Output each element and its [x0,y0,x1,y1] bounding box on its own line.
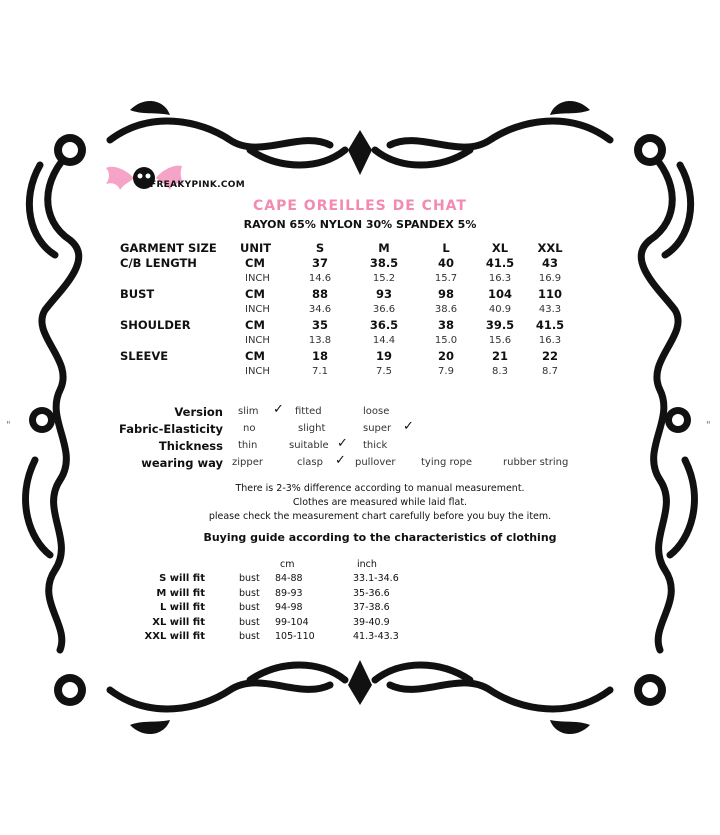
option: thin [238,440,258,451]
guide-label: M will fit [156,588,205,599]
cm-value: 36.5 [369,318,399,332]
option: super [363,423,392,434]
buying-guide-title: Buying guide according to the characteristics of clothing [203,531,557,544]
inch-value: 7.1 [312,366,328,377]
option: zipper [232,457,263,468]
inch-value: 7.5 [376,366,392,377]
cm-value: 37 [311,256,328,270]
inch-value: 14.4 [372,335,396,346]
guide-inch: 35-36.6 [353,588,390,599]
cm-value: 39.5 [485,318,515,332]
cm-value: 38 [437,318,454,332]
guide-part: bust [239,588,260,599]
guide-inch: 33.1-34.6 [353,573,399,584]
fabric-composition: RAYON 65% NYLON 30% SPANDEX 5% [243,218,477,231]
cm-value: 41.5 [535,318,565,332]
cm-value: 18 [311,349,328,363]
inch-value: 8.7 [542,366,558,377]
cm-value: 98 [437,287,454,301]
guide-part: bust [239,617,260,628]
unit-inch: INCH [245,366,270,377]
guide-cm: 94-98 [275,602,303,613]
option: slight [298,423,326,434]
option: fitted [295,406,322,417]
inch-value: 15.6 [488,335,512,346]
guide-label: L will fit [159,602,205,613]
option: tying rope [421,457,472,468]
inch-value: 43.3 [538,304,562,315]
row-label: SLEEVE [120,349,169,363]
cm-value: 19 [375,349,392,363]
unit-inch: INCH [245,273,270,284]
size-header: XXL [537,241,563,255]
size-header: L [442,241,450,255]
inch-value: 38.6 [434,304,458,315]
inch-value: 13.8 [308,335,332,346]
cm-value: 35 [311,318,328,332]
cm-value: 88 [311,287,328,301]
option: clasp [297,457,323,468]
option: pullover [355,457,396,468]
measurement-note: Clothes are measured while laid flat. [292,497,468,508]
check-icon: ✓ [335,453,346,468]
cm-value: 40 [437,256,454,270]
option: no [243,423,256,434]
row-label: BUST [120,287,155,301]
option: suitable [289,440,329,451]
measurement-note: There is 2-3% difference according to manual measurement. [235,483,525,494]
unit-inch: INCH [245,335,270,346]
guide-cm: 89-93 [275,588,303,599]
inch-value: 7.9 [438,366,454,377]
unit-cm: CM [245,256,265,270]
cm-value: 21 [491,349,508,363]
inch-value: 14.6 [308,273,332,284]
unit-inch: INCH [245,304,270,315]
garment-size-header: GARMENT SIZE [120,241,217,255]
unit-header: UNIT [240,241,272,255]
guide-label: S will fit [159,573,205,584]
guide-inch-header: inch [357,559,377,570]
guide-cm: 99-104 [275,617,309,628]
guide-cm: 105-110 [275,631,315,642]
characteristic-label: Version [174,405,223,419]
characteristic-label: wearing way [141,456,223,470]
option: rubber string [503,457,569,468]
measurement-note: please check the measurement chart carefully before you buy the item. [208,511,552,522]
guide-inch: 41.3-43.3 [353,631,399,642]
product-title: CAPE OREILLES DE CHAT [253,198,467,214]
guide-label: XL will fit [152,617,205,628]
unit-cm: CM [245,287,265,301]
check-icon: ✓ [403,419,414,434]
option: slim [238,406,259,417]
guide-cm-header: cm [280,559,295,570]
cm-value: 41.5 [485,256,515,270]
characteristic-label: Thickness [158,439,223,453]
check-icon: ✓ [273,402,284,417]
inch-value: 40.9 [488,304,512,315]
inch-value: 15.2 [372,273,396,284]
guide-part: bust [239,602,260,613]
characteristic-label: Fabric-Elasticity [119,422,223,436]
unit-cm: CM [245,318,265,332]
guide-part: bust [239,631,260,642]
inch-value: 15.0 [434,335,458,346]
inch-value: 16.3 [538,335,562,346]
cm-value: 20 [437,349,454,363]
stray-mark-right: " [706,420,711,431]
cm-value: 104 [487,287,512,301]
option: loose [363,406,390,417]
inch-value: 15.7 [434,273,458,284]
brand-name: FREAKYPINK.COM [150,180,245,190]
stray-mark-left: " [6,420,11,431]
cm-value: 38.5 [369,256,399,270]
guide-inch: 37-38.6 [353,602,390,613]
size-header: S [315,241,325,255]
guide-label: XXL will fit [144,631,205,642]
check-icon: ✓ [337,436,348,451]
cm-value: 43 [541,256,558,270]
guide-cm: 84-88 [275,573,303,584]
unit-cm: CM [245,349,265,363]
row-label: SHOULDER [120,318,191,332]
option: thick [363,440,388,451]
inch-value: 36.6 [372,304,396,315]
cm-value: 93 [375,287,392,301]
size-header: M [378,241,390,255]
guide-inch: 39-40.9 [353,617,390,628]
size-header: XL [491,241,509,255]
row-label: C/B LENGTH [120,256,197,270]
inch-value: 34.6 [308,304,332,315]
inch-value: 16.3 [488,273,512,284]
cm-value: 22 [541,349,558,363]
cm-value: 110 [537,287,562,301]
guide-part: bust [239,573,260,584]
inch-value: 16.9 [538,273,562,284]
inch-value: 8.3 [492,366,508,377]
